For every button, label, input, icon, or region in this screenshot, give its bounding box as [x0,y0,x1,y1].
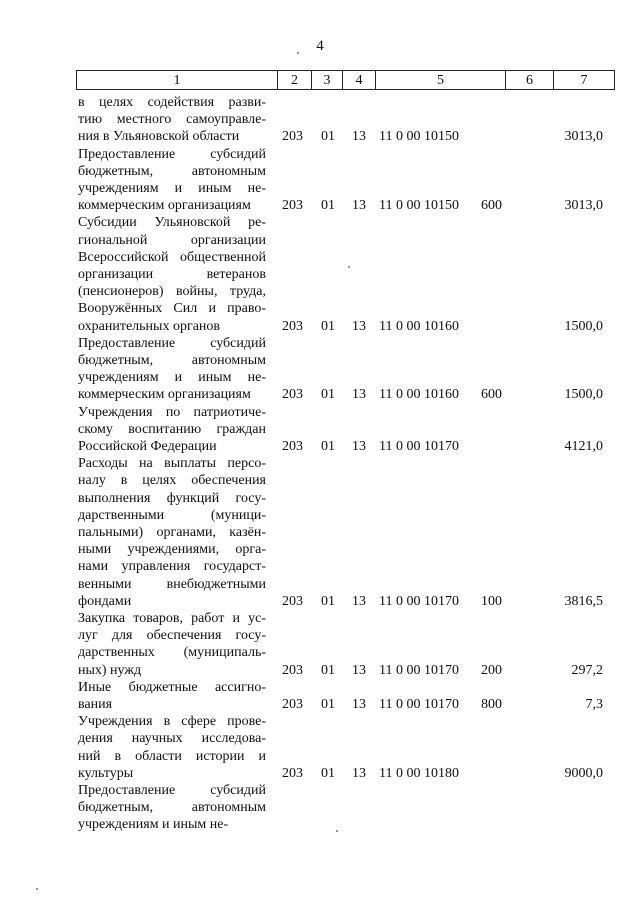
table-header [76,70,615,90]
description-line: (пенсионеров) войны, труда, [78,284,266,300]
description-line: вания [78,697,113,712]
description-line: охранительных органов [78,318,221,334]
amount-value: 3013,0 [564,198,603,214]
subsection-code: 13 [352,765,366,781]
description-line: ных) нужд [78,662,142,678]
description-line: Предоставление субсидий [78,335,266,351]
row-description [78,94,266,146]
table-row [76,146,613,215]
header-col-5: 5 [375,71,505,89]
ministry-code: 203 [282,438,303,454]
amount-value: 297,2 [571,662,603,678]
subsection-code: 13 [352,387,366,403]
section-code: 01 [321,438,335,454]
row-description [78,679,266,713]
description-line: Расходы на выплаты персо- [78,456,266,472]
target-article-code: 11 0 00 10150 [379,129,459,145]
subsection-code: 13 [352,593,366,609]
section-code: 01 [321,765,335,781]
ministry-code: 203 [282,662,303,678]
scan-speck [336,830,338,832]
row-description [78,335,266,404]
description-line: Учреждения по патриотиче- [78,404,266,420]
expense-type-code: 600 [481,387,502,403]
description-line: учреждениям и иным не- [78,181,266,196]
row-description [78,610,266,679]
row-description [78,214,266,334]
description-line: учреждениям и иным не- [78,370,266,386]
table-row [76,610,613,679]
subsection-code: 13 [352,662,366,678]
description-line: Субсидии Ульяновской ре- [78,215,266,231]
section-code: 01 [321,318,335,334]
subsection-code: 13 [352,129,366,145]
description-line: луг для обеспечения госу- [78,628,266,644]
description-line: пальными) органами, казён- [78,525,266,540]
subsection-code: 13 [352,696,366,712]
header-col-6: 6 [505,71,553,89]
description-line: дения научных исследова- [78,731,266,747]
expense-type-code: 100 [481,593,502,609]
header-col-7: 7 [553,71,614,89]
description-line: в целях содействия разви- [78,95,266,110]
description-line: коммерческим организациям [78,387,251,403]
description-line: гиональной организации [78,232,266,248]
scan-speck [348,266,350,268]
ministry-code: 203 [282,129,303,145]
header-col-4: 4 [342,71,375,89]
description-line: нами управления государст- [78,559,266,575]
description-line: дарственных (муниципаль- [78,645,266,661]
amount-value: 1500,0 [564,318,603,334]
target-article-code: 11 0 00 10170 [379,593,459,609]
amount-value: 3816,5 [564,593,603,609]
header-col-2: 2 [277,71,311,89]
description-line: фондами [78,593,132,609]
expense-type-code: 200 [481,662,502,678]
header-col-1: 1 [173,73,181,88]
table-row [76,404,613,456]
description-line: выполнения функций госу- [78,490,266,506]
description-line: дарственными (муници- [78,507,266,523]
description-line: налу в целях обеспечения [78,473,266,489]
target-article-code: 11 0 00 10170 [379,696,459,712]
description-line: бюджетным, автономным [78,163,266,179]
description-line: коммерческим организациям [78,198,251,214]
section-code: 01 [321,593,335,609]
ministry-code: 203 [282,765,303,781]
amount-value: 9000,0 [564,765,603,781]
row-description [78,782,266,834]
description-line: венными внебюджетными [78,576,266,592]
page-number: 4 [316,38,324,54]
description-line: учреждениям и иным не- [78,817,229,833]
table-row [76,782,613,834]
amount-value: 4121,0 [564,438,603,454]
ministry-code: 203 [282,198,303,214]
target-article-code: 11 0 00 10170 [379,438,459,454]
table-row [76,455,613,610]
description-line: ными учреждениями, орга- [78,542,266,558]
description-line: Вооружённых Сил и право- [78,301,266,317]
header-col-3: 3 [311,71,342,89]
section-code: 01 [321,198,335,214]
target-article-code: 11 0 00 10160 [379,318,459,334]
description-line: ний в области истории и [78,748,266,764]
section-code: 01 [321,696,335,712]
table-row [76,679,613,713]
subsection-code: 13 [352,318,366,334]
ministry-code: 203 [282,387,303,403]
description-line: Предоставление субсидий [78,146,266,162]
description-line: тию местного самоуправле- [78,112,266,128]
ministry-code: 203 [282,696,303,712]
description-line: Учреждения в сфере прове- [78,714,266,730]
table-row [76,335,613,404]
amount-value: 3013,0 [564,129,603,145]
target-article-code: 11 0 00 10160 [379,387,459,403]
ministry-code: 203 [282,318,303,334]
description-line: Российской Федерации [78,439,217,454]
scan-speck [36,888,38,890]
target-article-code: 11 0 00 10180 [379,765,459,781]
description-line: скому воспитанию граждан [78,421,266,437]
description-line: Предоставление субсидий [78,783,266,798]
description-line: бюджетным, автономным [78,353,266,368]
row-description [78,146,266,215]
section-code: 01 [321,129,335,145]
table-row [76,94,613,146]
description-line: Иные бюджетные ассигно- [78,679,266,695]
expense-type-code: 600 [481,198,502,214]
row-description [78,404,266,456]
amount-value: 1500,0 [564,387,603,403]
ministry-code: 203 [282,593,303,609]
description-line: организации ветеранов [78,267,266,282]
description-line: культуры [78,765,134,781]
table-row [76,713,613,782]
row-description [78,455,266,610]
subsection-code: 13 [352,198,366,214]
subsection-code: 13 [352,438,366,454]
row-description [78,713,266,782]
scan-speck [297,52,299,54]
section-code: 01 [321,387,335,403]
description-line: Всероссийской общественной [78,249,266,265]
table-row [76,214,613,334]
description-line: Закупка товаров, работ и ус- [78,611,266,626]
expense-type-code: 800 [481,696,502,712]
description-line: бюджетным, автономным [78,800,266,816]
description-line: ния в Ульяновской области [78,129,240,145]
target-article-code: 11 0 00 10170 [379,662,459,678]
section-code: 01 [321,662,335,678]
target-article-code: 11 0 00 10150 [379,198,459,214]
amount-value: 7,3 [585,696,603,712]
